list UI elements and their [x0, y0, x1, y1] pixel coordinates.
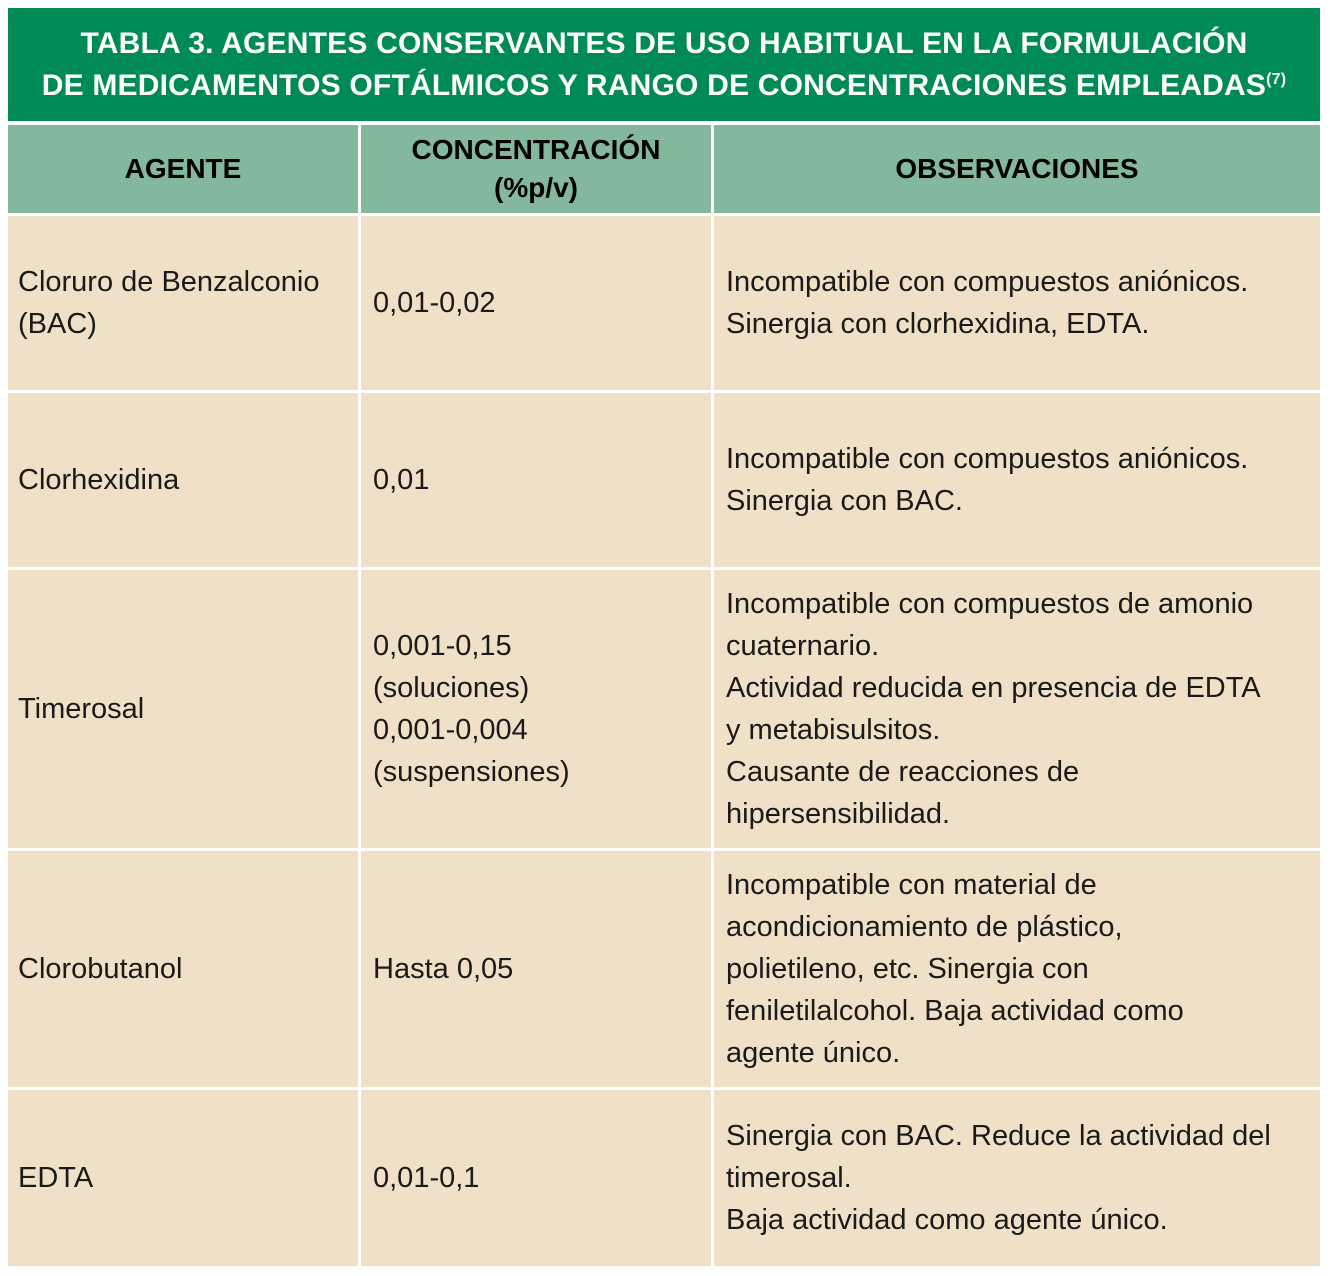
- row-2-concentracion: 0,01: [361, 393, 711, 567]
- header-concentracion: CONCENTRACIÓN (%p/v): [361, 125, 711, 213]
- row-4-observaciones: Incompatible con material de acondicionamiento de plástico, polietileno, etc. Sinergia con feniletilalcohol. Baja actividad como agente único.: [714, 851, 1320, 1087]
- row-1-observaciones: Incompatible con compuestos aniónicos. Sinergia con clorhexidina, EDTA.: [714, 216, 1320, 390]
- table-title: [8, 8, 1320, 121]
- table-grid: [8, 125, 1320, 1266]
- row-4-concentracion: Hasta 0,05: [361, 851, 711, 1087]
- row-1-concentracion: 0,01-0,02: [361, 216, 711, 390]
- preservatives-table: [8, 8, 1320, 1266]
- row-3-concentracion: 0,001-0,15 (soluciones) 0,001-0,004 (suspensiones): [361, 570, 711, 848]
- row-5-observaciones: Sinergia con BAC. Reduce la actividad del timerosal. Baja actividad como agente único.: [714, 1090, 1320, 1266]
- row-3-agente: Timerosal: [8, 570, 358, 848]
- row-2-observaciones: Incompatible con compuestos aniónicos. Sinergia con BAC.: [714, 393, 1320, 567]
- reference-superscript: (7): [1266, 70, 1287, 88]
- row-1-agente: Cloruro de Benzalconio (BAC): [8, 216, 358, 390]
- row-5-agente: EDTA: [8, 1090, 358, 1266]
- table-title-line2: DE MEDICAMENTOS OFTÁLMICOS Y RANGO DE CONCENTRACIONES EMPLEADAS$^{(7)}$: [41, 68, 1287, 102]
- row-3-observaciones: Incompatible con compuestos de amonio cuaternario. Actividad reducida en presencia de EDTA y metabisulsitos. Causante de reacciones de hipersensibilidad.: [714, 570, 1320, 848]
- table-title-line1: TABLA 3. AGENTES CONSERVANTES DE USO HABITUAL EN LA FORMULACIÓN: [80, 26, 1248, 60]
- row-4-agente: Clorobutanol: [8, 851, 358, 1087]
- row-2-agente: Clorhexidina: [8, 393, 358, 567]
- header-agente: AGENTE: [8, 125, 358, 213]
- row-5-concentracion: 0,01-0,1: [361, 1090, 711, 1266]
- header-observaciones: OBSERVACIONES: [714, 125, 1320, 213]
